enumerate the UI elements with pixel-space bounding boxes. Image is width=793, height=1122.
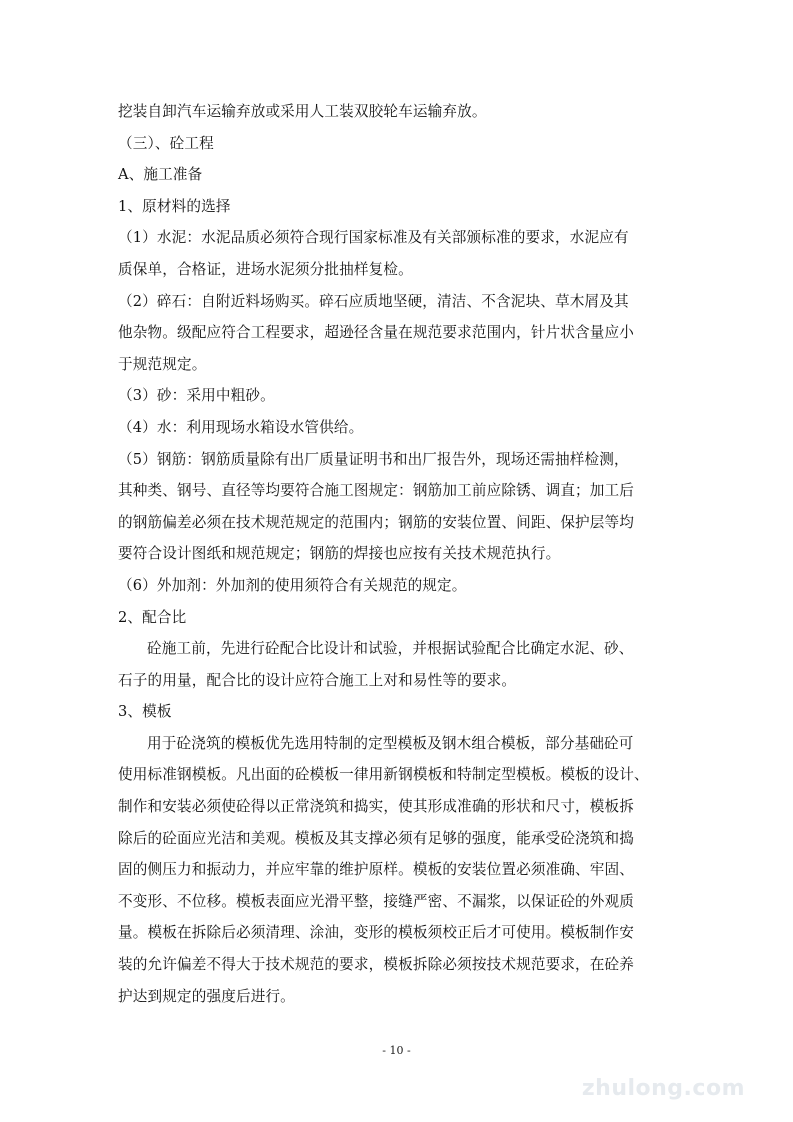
watermark: zhulong.com (581, 1076, 745, 1101)
text-line: （4）水：利用现场水箱设水管供给。 (118, 418, 364, 436)
text-line: 制作和安装必须使砼得以正常浇筑和捣实，使其形成准确的形状和尺寸，模板拆 (118, 798, 635, 816)
text-line: 要符合设计图纸和规范规定；钢筋的焊接也应按有关技术规范执行。 (118, 545, 561, 563)
body-text (118, 96, 684, 1012)
text-line: （6）外加剂：外加剂的使用须符合有关规范的规定。 (118, 576, 467, 594)
text-line: （3）砂：采用中粗砂。 (118, 387, 275, 405)
text-line: （2）碎石：自附近料场购买。碎石应质地坚硬，清洁、不含泥块、草木屑及其 (118, 292, 629, 310)
text-line: 不变形、不位移。模板表面应光滑平整，接缝严密、不漏浆，以保证砼的外观质 (118, 892, 635, 910)
item-heading: 1、原材料的选择 (118, 197, 231, 215)
text-line: 量。模板在拆除后必须清理、涂油，变形的模板须校正后才可使用。模板制作安 (118, 924, 635, 942)
text-line: 砼施工前，先进行砼配合比设计和试验，并根据试验配合比确定水泥、砂、 (147, 640, 634, 658)
text-line: 的钢筋偏差必须在技术规范规定的范围内；钢筋的安装位置、间距、保护层等均 (118, 513, 635, 531)
text-line: 挖装自卸汽车运输弃放或采用人工装双胶轮车运输弃放。 (118, 103, 487, 120)
text-line: 他杂物。级配应符合工程要求，超逊径含量在规范要求范围内，针片状含量应小 (118, 324, 635, 342)
text-line: 固的侧压力和振动力，并应牢靠的维护原样。模板的安装位置必须准确、牢固、 (118, 861, 635, 879)
text-line: 用于砼浇筑的模板优先选用特制的定型模板及钢木组合模板，部分基础砼可 (147, 734, 634, 752)
section-heading: （三）、砼工程 (118, 134, 214, 152)
text-line: 其种类、钢号、直径等均要符合施工图规定：钢筋加工前应除锈、调直；加工后 (118, 482, 635, 500)
text-line: 于规范规定。 (118, 355, 207, 373)
text-line: 护达到规定的强度后进行。 (118, 987, 295, 1005)
text-line: 装的允许偏差不得大于技术规范的要求，模板拆除必须按技术规范要求，在砼养 (118, 956, 635, 974)
text-line: （1）水泥：水泥品质必须符合现行国家标准及有关部颁标准的要求，水泥应有 (118, 229, 629, 247)
text-line: 石子的用量，配合比的设计应符合施工上对和易性等的要求。 (118, 671, 517, 689)
page-number: - 10 - (382, 1044, 411, 1057)
text-line: 质保单，合格证，进场水泥须分批抽样复检。 (118, 260, 413, 278)
item-heading: 2、配合比 (118, 608, 187, 626)
subsection-heading: A、施工准备 (118, 166, 203, 184)
text-line: 使用标准钢模板。凡出面的砼模板一律用新钢模板和特制定型模板。模板的设计、 (118, 766, 649, 784)
text-line: （5）钢筋：钢筋质量除有出厂质量证明书和出厂报告外，现场还需抽样检测， (118, 450, 629, 468)
text-line: 除后的砼面应光洁和美观。模板及其支撑必须有足够的强度，能承受砼浇筑和捣 (118, 829, 635, 847)
item-heading: 3、模板 (118, 703, 172, 721)
